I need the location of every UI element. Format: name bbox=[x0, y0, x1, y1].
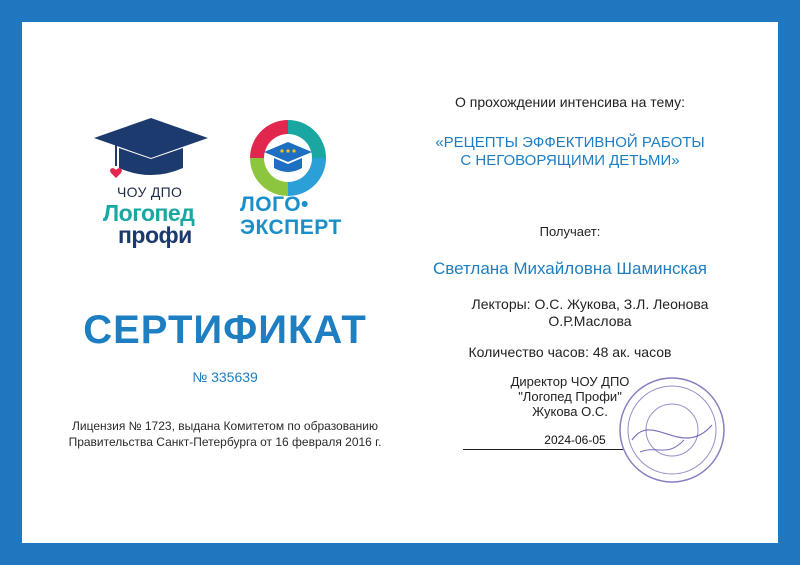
director-line2: "Логопед Профи" bbox=[518, 389, 622, 404]
official-stamp bbox=[612, 370, 732, 490]
course-theme bbox=[390, 134, 750, 170]
lecturers bbox=[390, 296, 790, 330]
hours-count: Количество часов: 48 ак. часов bbox=[468, 344, 672, 360]
partner-logo-line2: ЭКСПЕРТ bbox=[240, 216, 342, 239]
org-logo-line3: профи bbox=[118, 222, 192, 248]
org-logo-line2: Логопед bbox=[103, 200, 195, 226]
theme-intro: О прохождении интенсива на тему: bbox=[454, 94, 686, 110]
theme-line1: «РЕЦЕПТЫ ЭФФЕКТИВНОЙ РАБОТЫ bbox=[435, 134, 705, 151]
license-line1: Лицензия № 1723, выдана Комитетом по образованию bbox=[72, 419, 378, 433]
org-logo-line1: ЧОУ ДПО bbox=[117, 184, 183, 200]
heart-icon bbox=[110, 168, 122, 178]
recipient-name: Светлана Михайловна Шаминская bbox=[432, 259, 708, 278]
lecturers-line1: Лекторы: О.С. Жукова, З.Л. Леонова bbox=[471, 296, 709, 312]
license-line2: Правительства Санкт-Петербурга от 16 февраля 2016 г. bbox=[68, 435, 382, 449]
license-text bbox=[30, 418, 420, 450]
certificate-title: СЕРТИФИКАТ bbox=[83, 308, 367, 352]
certificate-number: № 335639 bbox=[192, 369, 258, 385]
partner-logo-line1: ЛОГО• bbox=[240, 193, 309, 216]
recipient-label: Получает: bbox=[539, 224, 601, 239]
theme-line2: С НЕГОВОРЯЩИМИ ДЕТЬМИ» bbox=[460, 152, 680, 169]
signature-line bbox=[463, 449, 623, 450]
director-line3: Жукова О.С. bbox=[532, 404, 608, 419]
lecturers-line2: О.Р.Маслова bbox=[548, 313, 632, 329]
director-line1: Директор ЧОУ ДПО bbox=[510, 374, 630, 389]
issue-date: 2024-06-05 bbox=[544, 433, 606, 447]
